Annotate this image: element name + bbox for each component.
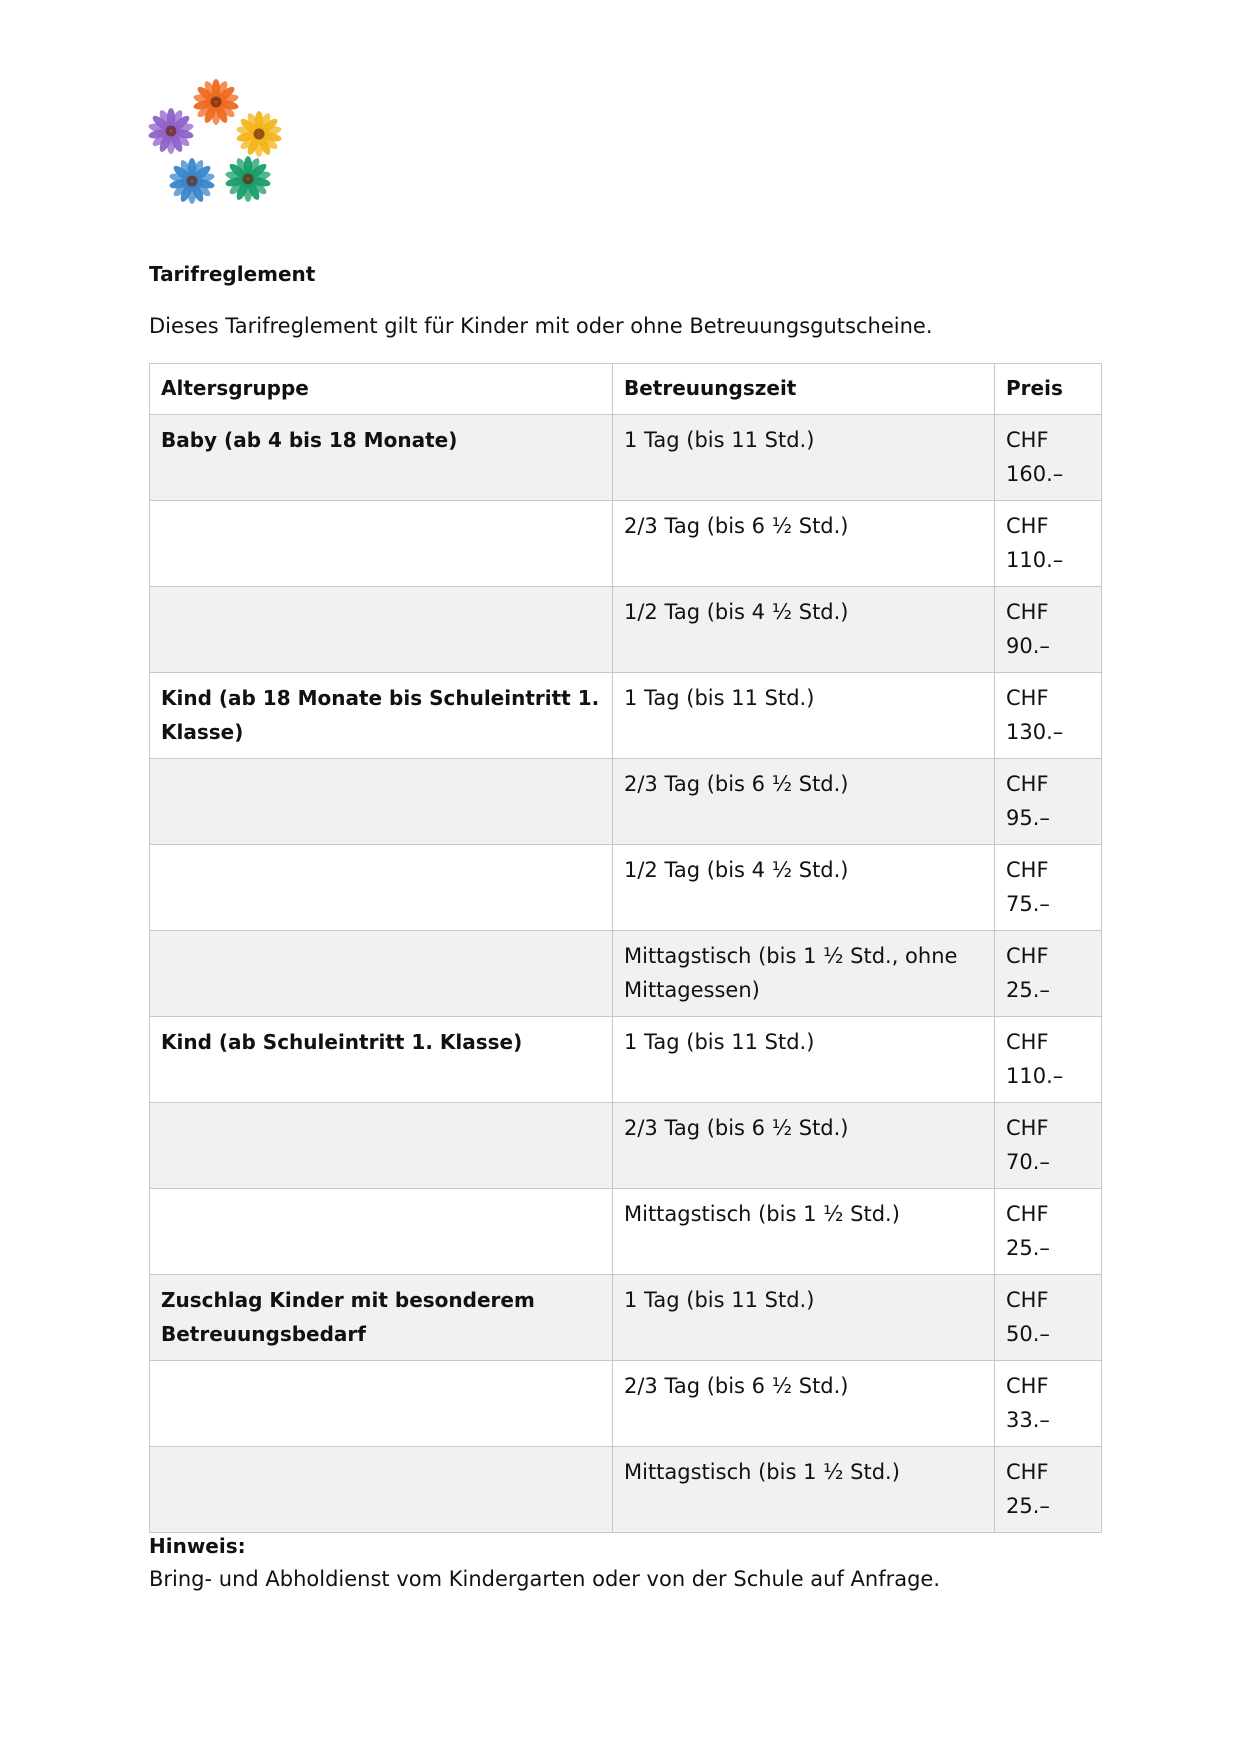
table-row	[150, 587, 1102, 673]
cell-preis	[995, 845, 1102, 931]
cell-preis	[995, 501, 1102, 587]
cell-preis	[995, 415, 1102, 501]
table-row	[150, 415, 1102, 501]
cell-altersgruppe	[150, 931, 613, 1017]
price-currency: CHF	[1006, 944, 1049, 968]
cell-altersgruppe	[150, 759, 613, 845]
cell-altersgruppe	[150, 1447, 613, 1533]
note-text: Bring- und Abholdienst vom Kindergarten oder von der Schule auf Anfrage.	[149, 1567, 941, 1591]
cell-betreuungszeit: Mittagstisch (bis 1 ½ Std., ohne Mittagessen)	[613, 931, 995, 1017]
table-row	[150, 501, 1102, 587]
price-currency: CHF	[1006, 428, 1049, 452]
table-row	[150, 931, 1102, 1017]
price-amount: 95.–	[1006, 806, 1050, 830]
price-currency: CHF	[1006, 1116, 1049, 1140]
price-amount: 25.–	[1006, 978, 1050, 1002]
cell-altersgruppe	[150, 501, 613, 587]
header-betreuungszeit: Betreuungszeit	[613, 364, 995, 415]
cell-altersgruppe	[150, 1103, 613, 1189]
cell-altersgruppe	[150, 845, 613, 931]
table-row	[150, 1189, 1102, 1275]
cell-preis	[995, 1361, 1102, 1447]
cell-betreuungszeit: 1 Tag (bis 11 Std.)	[613, 1275, 995, 1361]
cell-betreuungszeit: 1/2 Tag (bis 4 ½ Std.)	[613, 845, 995, 931]
cell-betreuungszeit: 2/3 Tag (bis 6 ½ Std.)	[613, 1103, 995, 1189]
cell-betreuungszeit: 2/3 Tag (bis 6 ½ Std.)	[613, 759, 995, 845]
cell-preis	[995, 673, 1102, 759]
cell-altersgruppe: Kind (ab 18 Monate bis Schuleintritt 1. Klasse)	[150, 673, 613, 759]
intro-text: Dieses Tarifreglement gilt für Kinder mit oder ohne Betreuungsgutscheine.	[149, 314, 933, 338]
flower-purple-icon	[148, 108, 195, 154]
cell-preis	[995, 1189, 1102, 1275]
price-amount: 110.–	[1006, 548, 1064, 572]
cell-preis	[995, 1447, 1102, 1533]
cell-preis	[995, 1103, 1102, 1189]
cell-altersgruppe	[150, 1361, 613, 1447]
cell-altersgruppe	[150, 1189, 613, 1275]
price-currency: CHF	[1006, 1030, 1049, 1054]
price-currency: CHF	[1006, 1374, 1049, 1398]
cell-betreuungszeit: 1 Tag (bis 11 Std.)	[613, 673, 995, 759]
cell-betreuungszeit: Mittagstisch (bis 1 ½ Std.)	[613, 1447, 995, 1533]
price-amount: 110.–	[1006, 1064, 1064, 1088]
cell-betreuungszeit: 2/3 Tag (bis 6 ½ Std.)	[613, 1361, 995, 1447]
price-amount: 25.–	[1006, 1494, 1050, 1518]
cell-betreuungszeit: Mittagstisch (bis 1 ½ Std.)	[613, 1189, 995, 1275]
note-label: Hinweis:	[149, 1534, 246, 1558]
price-currency: CHF	[1006, 600, 1049, 624]
cell-preis	[995, 1275, 1102, 1361]
cell-altersgruppe	[150, 587, 613, 673]
cell-betreuungszeit: 1 Tag (bis 11 Std.)	[613, 415, 995, 501]
table-row	[150, 1275, 1102, 1361]
price-amount: 130.–	[1006, 720, 1064, 744]
price-currency: CHF	[1006, 514, 1049, 538]
table-row	[150, 1017, 1102, 1103]
cell-betreuungszeit: 1 Tag (bis 11 Std.)	[613, 1017, 995, 1103]
flower-orange-icon	[193, 79, 240, 125]
cell-betreuungszeit: 1/2 Tag (bis 4 ½ Std.)	[613, 587, 995, 673]
cell-altersgruppe: Zuschlag Kinder mit besonderem Betreuungsbedarf	[150, 1275, 613, 1361]
tarif-table	[149, 363, 1102, 1533]
cell-preis	[995, 587, 1102, 673]
price-currency: CHF	[1006, 772, 1049, 796]
price-currency: CHF	[1006, 686, 1049, 710]
table-row	[150, 673, 1102, 759]
table-row	[150, 845, 1102, 931]
price-currency: CHF	[1006, 1202, 1049, 1226]
price-currency: CHF	[1006, 858, 1049, 882]
price-amount: 33.–	[1006, 1408, 1050, 1432]
table-row	[150, 1447, 1102, 1533]
table-row	[150, 1103, 1102, 1189]
cell-preis	[995, 1017, 1102, 1103]
price-currency: CHF	[1006, 1460, 1049, 1484]
table-row	[150, 759, 1102, 845]
price-amount: 50.–	[1006, 1322, 1050, 1346]
cell-altersgruppe: Kind (ab Schuleintritt 1. Klasse)	[150, 1017, 613, 1103]
header-altersgruppe: Altersgruppe	[150, 364, 613, 415]
price-currency: CHF	[1006, 1288, 1049, 1312]
price-amount: 75.–	[1006, 892, 1050, 916]
flower-blue-icon	[169, 158, 216, 204]
page-title: Tarifreglement	[149, 262, 316, 286]
price-amount: 160.–	[1006, 462, 1064, 486]
flower-yellow-icon	[236, 111, 283, 157]
cell-altersgruppe: Baby (ab 4 bis 18 Monate)	[150, 415, 613, 501]
flower-logo	[146, 76, 286, 208]
cell-betreuungszeit: 2/3 Tag (bis 6 ½ Std.)	[613, 501, 995, 587]
price-amount: 90.–	[1006, 634, 1050, 658]
table-header-row	[150, 364, 1102, 415]
price-amount: 25.–	[1006, 1236, 1050, 1260]
cell-preis	[995, 759, 1102, 845]
price-amount: 70.–	[1006, 1150, 1050, 1174]
flower-green-icon	[225, 156, 272, 202]
table-row	[150, 1361, 1102, 1447]
header-preis: Preis	[995, 364, 1102, 415]
cell-preis	[995, 931, 1102, 1017]
